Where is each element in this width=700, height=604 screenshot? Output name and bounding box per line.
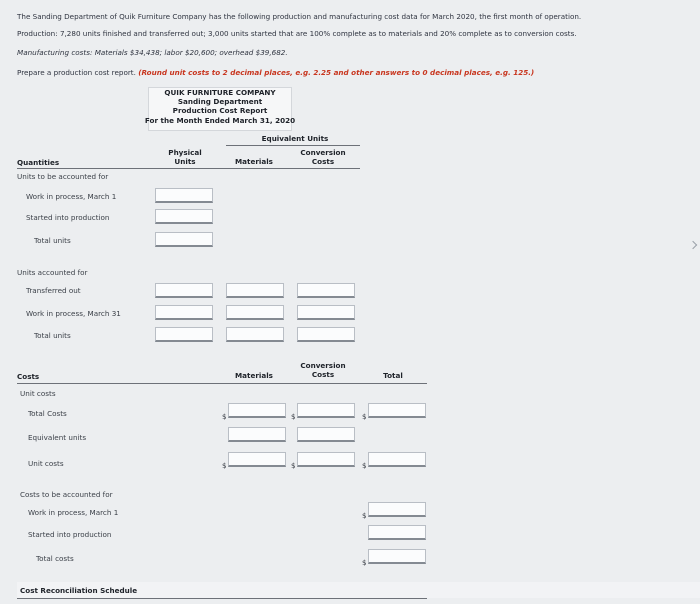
costs-materials-header: Materials (235, 371, 273, 380)
costs-header: Costs (17, 372, 40, 381)
conversion-header-1: Conversion (300, 148, 346, 157)
materials-equiv-units-input[interactable] (228, 427, 286, 442)
transferred-out-label: Transferred out (26, 286, 81, 295)
costs-conversion-header-1: Conversion (300, 361, 346, 370)
costs-total-costs2-input[interactable] (368, 549, 426, 564)
wip-march31-label: Work in process, March 31 (26, 309, 121, 318)
conversion-header-2: Costs (311, 157, 335, 166)
units-accounted-label: Units accounted for (17, 268, 88, 277)
costs-started-label: Started into production (28, 530, 112, 539)
materials-wip-march31-input[interactable] (226, 305, 284, 320)
materials-transferred-input[interactable] (226, 283, 284, 298)
costs-wip-march1-currency: $ (362, 511, 367, 520)
equivalent-units-label: Equivalent units (28, 433, 87, 442)
costs-total-costs2-currency: $ (362, 558, 367, 567)
physical-wip-march31-input[interactable] (155, 305, 213, 320)
materials-unit-costs-input[interactable] (228, 452, 286, 467)
conversion-unit-costs-input[interactable] (297, 452, 355, 467)
costs-to-account-label: Costs to be accounted for (20, 490, 113, 499)
costs-underline (17, 383, 427, 384)
intro-line-2: Production: 7,280 units finished and transferred out; 3,000 units started that are 100% complete as to materials and 20% complete as to conversion costs. (17, 29, 577, 38)
reconciliation-underline (17, 598, 427, 599)
physical-transferred-input[interactable] (155, 283, 213, 298)
total-units-label: Total units (34, 236, 71, 245)
conversion-total-costs-currency: $ (291, 412, 296, 421)
costs-wip-march1-label: Work in process, March 1 (28, 508, 119, 517)
quantities-header: Quantities (17, 158, 60, 167)
intro-line-3: Manufacturing costs: Materials $34,438; labor $20,600; overhead $39,682. (17, 48, 288, 57)
company-name: QUIK FURNITURE COMPANY (164, 88, 276, 97)
conversion-equiv-units-input[interactable] (297, 427, 355, 442)
physical-total-units2-input[interactable] (155, 327, 213, 342)
equivalent-units-header: Equivalent Units (261, 134, 329, 143)
intro-line-1: The Sanding Department of Quik Furniture Company has the following production and manufacturing cost data for March 2020, the first month of operation. (17, 12, 582, 21)
conversion-wip-march31-input[interactable] (297, 305, 355, 320)
costs-started-input[interactable] (368, 525, 426, 540)
materials-header: Materials (235, 157, 273, 166)
intro-line-4 (17, 68, 534, 77)
costs-conversion-header-2: Costs (311, 370, 335, 379)
quantities-underline (17, 168, 360, 169)
conversion-total-costs-input[interactable] (297, 403, 355, 418)
physical-units-header-2: Units (174, 157, 196, 166)
unit-costs-label: Unit costs (20, 389, 56, 398)
wip-march1-label: Work in process, March 1 (26, 192, 117, 201)
conversion-total-units2-input[interactable] (297, 327, 355, 342)
costs-total-costs2-label: Total costs (36, 554, 74, 563)
conversion-unit-costs-currency: $ (291, 461, 296, 470)
physical-units-header-1: Physical (168, 148, 202, 157)
physical-wip-march1-input[interactable] (155, 188, 213, 203)
started-label: Started into production (26, 213, 110, 222)
materials-unit-costs-currency: $ (222, 461, 227, 470)
materials-total-units2-input[interactable] (226, 327, 284, 342)
total-total-costs-input[interactable] (368, 403, 426, 418)
costs-total-header: Total (383, 371, 403, 380)
units-to-account-label: Units to be accounted for (17, 172, 109, 181)
report-name: Production Cost Report (172, 106, 268, 115)
reconciliation-header: Cost Reconciliation Schedule (20, 586, 138, 595)
materials-total-costs-input[interactable] (228, 403, 286, 418)
conversion-transferred-input[interactable] (297, 283, 355, 298)
costs-wip-march1-input[interactable] (368, 502, 426, 517)
total-units2-label: Total units (34, 331, 71, 340)
department-name: Sanding Department (177, 97, 263, 106)
scroll-chevron-icon (689, 241, 697, 249)
unit-costs-row-label: Unit costs (28, 459, 64, 468)
instruction-text: Prepare a production cost report. (17, 68, 136, 77)
equivalent-units-underline (226, 145, 360, 146)
materials-total-costs-currency: $ (222, 412, 227, 421)
total-total-costs-currency: $ (362, 412, 367, 421)
total-unit-costs-currency: $ (362, 461, 367, 470)
total-costs-label: Total Costs (28, 409, 67, 418)
total-unit-costs-input[interactable] (368, 452, 426, 467)
report-period: For the Month Ended March 31, 2020 (144, 116, 296, 125)
rounding-hint: (Round unit costs to 2 decimal places, e.g. 2.25 and other answers to 0 decimal places, e.g. 125.) (138, 68, 535, 77)
physical-started-input[interactable] (155, 209, 213, 224)
physical-total-units-input[interactable] (155, 232, 213, 247)
